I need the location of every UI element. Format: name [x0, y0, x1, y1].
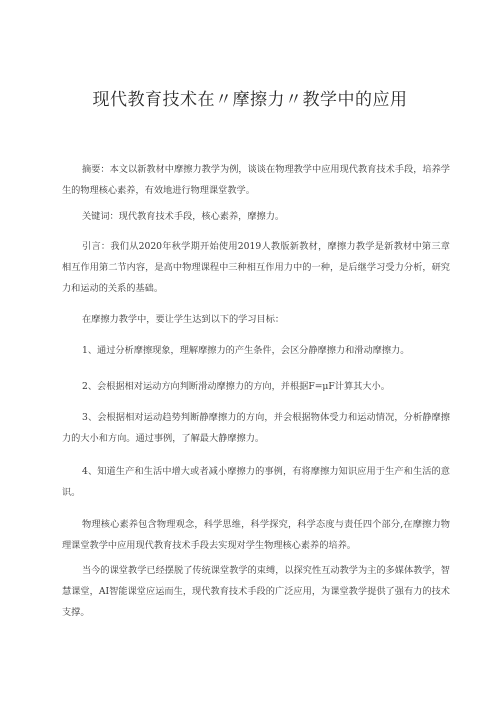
goal-2-paragraph: 2、会根据相对运动方向判断滑动摩擦力的方向，并根据F=μF计算其大小。: [82, 381, 390, 392]
goal-1-paragraph: 1、通过分析摩擦现象，理解摩擦力的产生条件，会区分静摩擦力和滑动摩擦力。: [82, 345, 410, 356]
abstract-paragraph: 摘要：本文以新教材中摩擦力教学为例，谈谈在物理教学中应用现代教育技术手段，培养学生的物理核心素养，有效地进行物理课堂教学。: [62, 164, 450, 196]
core-literacy-paragraph: 物理核心素养包含物理观念，科学思维，科学探究，科学态度与责任四个部分,在摩擦力物理课堂教学中应用现代教育技术手段去实现对学生物理核心素养的培养。: [62, 519, 450, 551]
document-title: 现代教育技术在〃摩擦力〃教学中的应用: [92, 90, 408, 110]
goals-intro-paragraph: 在摩擦力教学中，要让学生达到以下的学习目标：: [82, 314, 285, 325]
goal-3-paragraph: 3、会根据相对运动趋势判断静摩擦力的方向，并会根据物体受力和运动情况，分析静摩擦力的大小和方向。通过事例，了解最大静摩擦力。: [62, 412, 450, 444]
modern-education-paragraph: 当今的课堂教学已经摆脱了传统课堂教学的束缚，以探究性互动教学为主的多媒体教学，智慧课堂，AI智能课堂应运而生，现代教育技术手段的广泛应用，为课堂教学提供了强有力的技术支撑。: [62, 565, 450, 618]
keywords-paragraph: 关键词：现代教育技术手段，核心素养，摩擦力。: [82, 211, 285, 222]
introduction-paragraph: 引言：我们从2020年秋学期开始使用2019人教版新教材，摩擦力教学是新教材中第三章相互作用第二节内容，是高中物理课程中三种相互作用力中的一种，是后继学习受力分析，研究力和运动的关系的基础。: [62, 241, 450, 294]
goal-4-paragraph: 4、知道生产和生活中增大或者减小摩擦力的事例，有将摩擦力知识应用于生产和生活的意识。: [62, 466, 450, 498]
